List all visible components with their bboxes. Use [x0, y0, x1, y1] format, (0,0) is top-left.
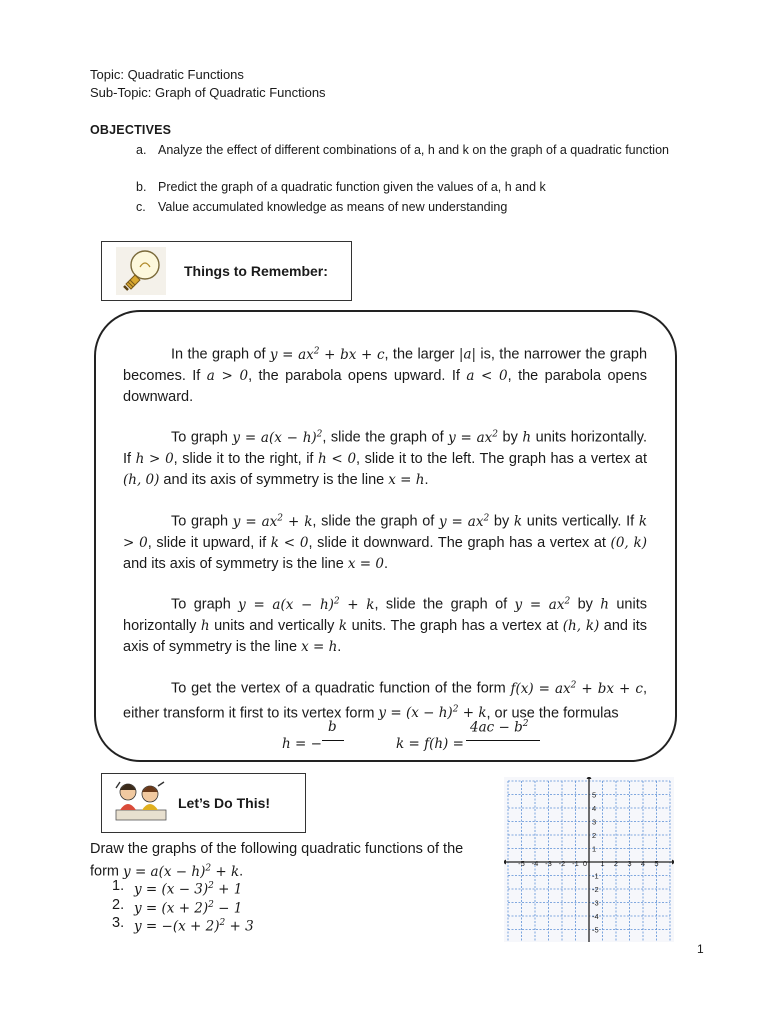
students-icon	[108, 776, 172, 830]
math-expression: $y = ax^2$	[448, 429, 499, 446]
formula-h-lhs: h = −	[282, 736, 322, 752]
math-expression: h	[522, 429, 532, 446]
math-expression: k > 0	[123, 513, 648, 551]
formula-k-numerator: $4ac - b^2$	[470, 719, 529, 736]
math-expression: (h, 0)	[123, 471, 160, 488]
note-text: and its axis of symmetry is the line	[159, 471, 389, 488]
note-text: , or use the formulas	[486, 705, 619, 721]
math-expression: a > 0	[206, 367, 249, 384]
math-expression: (h, k)	[562, 617, 600, 634]
activity-instructions	[90, 840, 490, 882]
formula-k-lhs: k = f(h) =	[396, 736, 464, 752]
lets-do-this-label: Let’s Do This!	[178, 795, 271, 811]
note-text: units and vertically	[209, 617, 339, 634]
math-expression: $y = ax^2 + k$	[232, 513, 313, 530]
y-tick-label: -2	[592, 885, 599, 894]
y-tick-label: -1	[592, 871, 599, 881]
y-tick-label: -4	[592, 912, 599, 921]
objective-text: Analyze the effect of different combinations of a, h and k on the graph of a quadratic function	[158, 143, 669, 157]
y-tick-label: 2	[592, 831, 597, 840]
math-expression: x = h	[388, 471, 425, 488]
subtopic-line: Sub-Topic: Graph of Quadratic Functions	[90, 85, 326, 100]
math-expression: h > 0	[135, 450, 174, 467]
note-text: , slide it downward. The graph has a vertex at	[308, 534, 611, 551]
objective-item	[136, 142, 696, 158]
note-text: and its axis of symmetry is the line	[123, 617, 648, 655]
math-expression: a < 0	[466, 367, 508, 384]
y-tick-label: 4	[592, 804, 597, 813]
note-text: .	[337, 638, 342, 655]
objective-text: Predict the graph of a quadratic function given the values of a, h and k	[158, 180, 546, 194]
note-paragraph-vertical-shift	[123, 508, 647, 575]
math-expression: $y = (x + 2)^2 - 1$	[134, 900, 243, 917]
note-text: , the parabola opens upward. If	[248, 367, 467, 384]
activity-item	[112, 914, 254, 937]
math-expression: $y = a(x - h)^2$	[232, 429, 323, 446]
math-expression: $y = (x - 3)^2 + 1$	[134, 881, 243, 898]
note-text: To graph	[171, 596, 239, 613]
x-tick-label: -5	[518, 859, 525, 868]
note-text: , slide it to the left. The graph has a vertex at	[356, 450, 647, 467]
coordinate-grid	[504, 777, 674, 942]
topic-line: Topic: Quadratic Functions	[90, 67, 244, 82]
lets-do-this-box	[101, 773, 306, 833]
note-text: , slide it to the right, if	[173, 450, 318, 467]
note-text: by	[570, 596, 601, 613]
note-text: .	[383, 555, 388, 572]
note-text: , slide the graph of	[374, 596, 515, 613]
math-expression: h	[200, 617, 210, 634]
things-to-remember-label: Things to Remember:	[184, 263, 328, 279]
math-expression: $y = a(x - h)^2 + k$	[238, 596, 375, 613]
objective-letter: b.	[136, 180, 147, 194]
note-text: units vertically. If	[522, 513, 639, 530]
note-text: , the larger	[384, 346, 459, 363]
math-expression: k < 0	[270, 534, 309, 551]
math-expression: x = 0	[347, 555, 384, 572]
x-tick-label: -1	[572, 859, 579, 868]
note-text: To get the vertex of a quadratic function of the form	[171, 680, 511, 697]
math-expression: $y = -(x + 2)^2 + 3$	[134, 918, 254, 935]
x-tick-label: -2	[558, 859, 566, 868]
things-to-remember-box	[101, 241, 352, 301]
note-text: To graph	[171, 429, 233, 446]
note-text: , slide the graph of	[322, 429, 449, 446]
note-text: , slide it upward, if	[147, 534, 271, 551]
x-tick-label: 3	[627, 859, 632, 868]
math-expression: |a|	[458, 346, 477, 363]
instruction-text: Draw the graphs of the following quadratic functions of the form	[90, 841, 464, 880]
math-expression: $y = a(x - h)^2 + k$	[123, 863, 240, 880]
y-tick-label: 1	[592, 844, 597, 854]
objective-item	[136, 199, 696, 215]
note-text: , either transform it first to its vertex form	[123, 680, 647, 721]
note-text: units horizontally	[123, 596, 647, 634]
note-text: by	[498, 429, 523, 446]
math-expression: $f(x) = ax^2$ + bx + c	[510, 680, 643, 697]
x-tick-label: -4	[531, 859, 539, 868]
y-tick-label: 3	[592, 817, 597, 827]
note-text: , the parabola opens downward.	[123, 367, 647, 405]
note-paragraph-horizontal-shift	[123, 424, 647, 491]
item-number: 1.	[112, 878, 125, 894]
objectives-heading: OBJECTIVES	[90, 123, 172, 137]
x-tick-label: 1	[600, 859, 605, 868]
math-expression: x = h	[301, 638, 338, 655]
x-tick-label: 5	[654, 859, 659, 868]
note-text: In the graph of	[171, 346, 270, 363]
math-expression: $y = (x - h)^2 + k$	[378, 704, 487, 721]
math-expression: k	[338, 617, 348, 634]
y-tick-label: 5	[592, 790, 597, 800]
note-text: by	[489, 513, 514, 530]
note-text: and its axis of symmetry is the line	[123, 555, 348, 572]
y-tick-label: -3	[592, 898, 599, 908]
objective-letter: c.	[136, 200, 146, 214]
x-tick-label: 4	[640, 859, 646, 868]
math-expression: (0, k)	[610, 534, 648, 551]
objective-item	[136, 179, 696, 195]
instruction-text: .	[239, 863, 244, 880]
x-tick-label: -3	[545, 859, 552, 868]
note-paragraph-vertex	[123, 675, 647, 724]
math-expression: h < 0	[317, 450, 357, 467]
notes-panel	[94, 310, 677, 762]
objective-letter: a.	[136, 143, 147, 157]
lightbulb-icon	[115, 246, 167, 296]
note-text: To graph	[171, 513, 233, 530]
note-text: .	[424, 471, 429, 488]
math-expression: k	[513, 513, 523, 530]
note-paragraph-larger-a	[123, 341, 647, 408]
formula-h-numerator: b	[328, 719, 337, 735]
math-expression: $y = ax^2$	[514, 596, 571, 613]
math-expression: $y = ax^2$ + bx + c	[269, 346, 385, 363]
item-number: 3.	[112, 915, 125, 931]
objective-text: Value accumulated knowledge as means of new understanding	[158, 200, 508, 214]
note-paragraph-combined-shift	[123, 591, 647, 658]
y-tick-label: -5	[592, 925, 599, 935]
math-expression: $y = ax^2$	[438, 513, 490, 530]
note-text: is, the narrower the graph becomes. If	[123, 346, 648, 384]
note-text: , slide the graph of	[312, 513, 439, 530]
x-tick-label: 2	[613, 859, 619, 868]
note-text: units. The graph has a vertex at	[347, 617, 563, 634]
note-text: units horizontally. If	[123, 429, 648, 467]
math-expression: h	[600, 596, 609, 613]
page-number: 1	[697, 942, 704, 956]
item-number: 2.	[112, 897, 125, 913]
x-tick-label: 0	[582, 859, 588, 868]
